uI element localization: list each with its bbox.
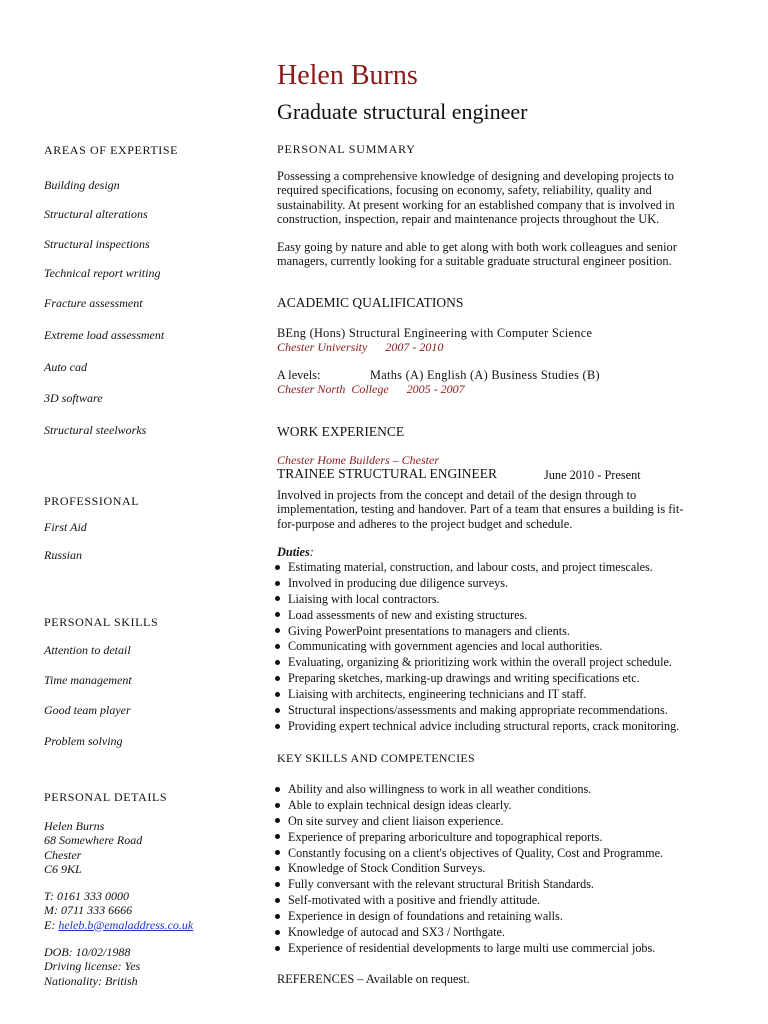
list-item: Self-motivated with a positive and friendly attitude. (275, 893, 663, 909)
bullet-icon (275, 644, 280, 649)
summary-line: sustainability. At present working for an established company that is involved in (277, 197, 675, 212)
duties-colon: : (309, 545, 314, 559)
list-item: Liaising with local contractors. (275, 592, 679, 608)
bullet-icon (275, 803, 280, 808)
list-item: Liaising with architects, engineering technicians and IT staff. (275, 687, 679, 703)
expertise-item: Structural steelworks (44, 423, 147, 437)
expertise-item: Structural alterations (44, 207, 148, 221)
bullet-icon (275, 898, 280, 903)
skill-item: Time management (44, 673, 132, 687)
expertise-item: Building design (44, 178, 120, 192)
personal-info-block (44, 945, 140, 988)
work-desc-line: for-purpose and adheres to the project budget and schedule. (277, 516, 573, 531)
driving-license: Driving license: Yes (44, 959, 141, 974)
bullet-icon (275, 914, 280, 919)
job-title: Graduate structural engineer (277, 99, 528, 124)
list-item: Load assessments of new and existing structures. (275, 608, 679, 624)
summary-line: managers, currently looking for a suitable graduate structural engineer position. (277, 254, 672, 269)
list-item: Experience of preparing arboriculture and topographical reports. (275, 830, 663, 846)
bullet-icon (275, 676, 280, 681)
bullet-icon (275, 565, 280, 570)
key-skills-list (275, 782, 663, 957)
professional-heading: PROFESSIONAL (44, 494, 140, 508)
candidate-name: Helen Burns (277, 60, 418, 91)
address-line: Chester (44, 847, 82, 862)
postcode: C6 9KL (44, 861, 82, 876)
alevels-label: A levels: (277, 368, 321, 382)
list-item: On site survey and client liaison experience. (275, 814, 663, 830)
summary-paragraph (277, 240, 729, 269)
contact-address-block (44, 819, 142, 876)
nationality: Nationality: British (44, 973, 138, 988)
dob: DOB: 10/02/1988 (44, 945, 131, 959)
references: REFERENCES – Available on request. (277, 972, 470, 986)
contact-name: Helen Burns (44, 819, 105, 833)
list-item: Able to explain technical design ideas clearly. (275, 798, 663, 814)
duties-label-row (277, 545, 314, 560)
list-item: Giving PowerPoint presentations to managers and clients. (275, 624, 679, 640)
personal-skills-heading: PERSONAL SKILLS (44, 615, 159, 629)
alevels: Maths (A) English (A) Business Studies (B) (370, 368, 600, 382)
bullet-icon (275, 834, 280, 839)
academic-heading: ACADEMIC QUALIFICATIONS (277, 295, 464, 310)
list-item: Estimating material, construction, and labour costs, and project timescales. (275, 560, 679, 576)
expertise-item: Structural inspections (44, 237, 150, 251)
list-item: Evaluating, organizing & prioritizing work within the overall project schedule. (275, 655, 679, 671)
bullet-icon (275, 787, 280, 792)
bullet-icon (275, 692, 280, 697)
list-item: Experience of residential developments to large multi use commercial jobs. (275, 941, 663, 957)
duties-label: Duties (277, 545, 310, 559)
work-description (277, 488, 729, 531)
list-item: Preparing sketches, marking-up drawings and writing specifications etc. (275, 671, 679, 687)
mobile: M: 0711 333 6666 (44, 903, 133, 918)
summary-line: Possessing a comprehensive knowledge of designing and developing projects to (277, 169, 674, 183)
bullet-icon (275, 930, 280, 935)
professional-item: Russian (44, 548, 83, 562)
role-dates: June 2010 - Present (544, 468, 641, 482)
list-item: Experience in design of foundations and retaining walls. (275, 909, 663, 925)
work-desc-line: Involved in projects from the concept and detail of the design through to (277, 488, 637, 502)
list-item: Knowledge of autocad and SX3 / Northgate. (275, 925, 663, 941)
bullet-icon (275, 596, 280, 601)
bullet-icon (275, 660, 280, 665)
expertise-item: Extreme load assessment (44, 328, 165, 342)
personal-summary-heading: PERSONAL SUMMARY (277, 142, 416, 156)
alevels-school: Chester North College 2005 - 2007 (277, 382, 465, 396)
expertise-item: Fracture assessment (44, 296, 143, 310)
personal-details-heading: PERSONAL DETAILS (44, 790, 168, 804)
list-item: Communicating with government agencies and local authorities. (275, 639, 679, 655)
professional-item: First Aid (44, 520, 87, 534)
email-row (44, 918, 193, 932)
list-item: Fully conversant with the relevant structural British Standards. (275, 877, 663, 893)
role: TRAINEE STRUCTURAL ENGINEER (277, 466, 497, 481)
expertise-heading: AREAS OF EXPERTISE (44, 143, 179, 157)
expertise-item: 3D software (44, 391, 103, 405)
list-item: Constantly focusing on a client's objectives of Quality, Cost and Programme. (275, 846, 663, 862)
bullet-icon (275, 628, 280, 633)
bullet-icon (275, 708, 280, 713)
list-item: Ability and also willingness to work in all weather conditions. (275, 782, 663, 798)
address-line: 68 Somewhere Road (44, 833, 143, 848)
bullet-icon (275, 866, 280, 871)
bullet-icon (275, 724, 280, 729)
skill-item: Problem solving (44, 734, 123, 748)
email-label: E: (44, 917, 59, 932)
summary-paragraph (277, 169, 729, 227)
list-item: Involved in producing due diligence surveys. (275, 576, 679, 592)
expertise-item: Auto cad (44, 360, 87, 374)
list-item: Structural inspections/assessments and making appropriate recommendations. (275, 703, 679, 719)
bullet-icon (275, 946, 280, 951)
bullet-icon (275, 612, 280, 617)
bullet-icon (275, 581, 280, 586)
expertise-item: Technical report writing (44, 266, 161, 280)
degree-school: Chester University 2007 - 2010 (277, 340, 444, 354)
list-item: Knowledge of Stock Condition Surveys. (275, 861, 663, 877)
skill-item: Attention to detail (44, 643, 131, 657)
bullet-icon (275, 850, 280, 855)
summary-line: required specifications, focusing on economy, safety, reliability, quality and (277, 183, 652, 198)
degree: BEng (Hons) Structural Engineering with Computer Science (277, 326, 593, 340)
summary-line: Easy going by nature and able to get along with both work colleagues and senior (277, 240, 677, 254)
duties-list (275, 560, 679, 735)
bullet-icon (275, 818, 280, 823)
skill-item: Good team player (44, 703, 131, 717)
work-heading: WORK EXPERIENCE (277, 424, 405, 439)
phone: T: 0161 333 0000 (44, 889, 130, 903)
list-item: Providing expert technical advice including structural reports, crack monitoring. (275, 719, 679, 735)
contact-phone-block (44, 889, 193, 932)
key-skills-heading: KEY SKILLS AND COMPETENCIES (277, 751, 475, 765)
summary-line: construction, inspection, repair and maintenance projects throughout the UK. (277, 212, 660, 227)
email-link[interactable]: heleb.b@emaladdress.co.uk (58, 917, 194, 932)
bullet-icon (275, 882, 280, 887)
work-desc-line: implementation, testing and handover. Part of a team that ensures a building is fit- (277, 502, 684, 517)
employer: Chester Home Builders – Chester (277, 453, 439, 467)
